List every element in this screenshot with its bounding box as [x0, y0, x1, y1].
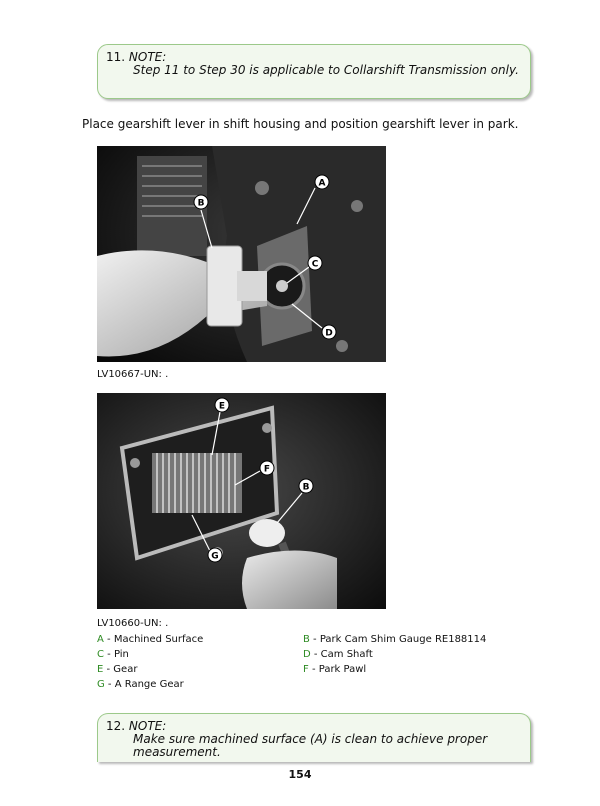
- legend-text: Machined Surface: [113, 634, 204, 645]
- callout-a-1-label: A: [318, 178, 326, 189]
- page-number: 154: [288, 768, 312, 781]
- legend-key: D: [303, 649, 311, 660]
- legend-item: [97, 677, 203, 692]
- legend-text: A Range Gear: [114, 679, 184, 690]
- legend-separator: -: [104, 679, 115, 690]
- legend-item: [303, 662, 486, 677]
- callout-e-2-label: E: [218, 401, 226, 412]
- legend-separator: -: [308, 664, 319, 675]
- note-box-12: [97, 713, 531, 762]
- legend-item: [303, 647, 486, 662]
- note-label: NOTE:: [128, 719, 167, 733]
- callout-b-1-label: B: [197, 198, 205, 209]
- legend-separator: -: [310, 649, 321, 660]
- legend-text: Gear: [113, 664, 138, 675]
- legend-item: [303, 632, 486, 647]
- note-text: Step 11 to Step 30 is applicable to Collarshift Transmission only.: [133, 63, 519, 77]
- callout-g-2-label: G: [211, 551, 219, 562]
- legend-key: B: [303, 634, 310, 645]
- photo2-drawing: [97, 393, 386, 609]
- legend-left-column: [97, 632, 203, 692]
- legend-text: Pin: [113, 649, 129, 660]
- legend-item: [97, 647, 203, 662]
- legend-key: G: [97, 679, 105, 690]
- legend-separator: -: [309, 634, 320, 645]
- photo-gear-housing: [97, 393, 386, 609]
- legend-item: [97, 662, 203, 677]
- figure2-caption: LV10660-UN: .: [97, 618, 169, 629]
- legend-key: A: [97, 634, 104, 645]
- legend-text: Park Cam Shim Gauge RE188114: [319, 634, 487, 645]
- callout-d-1-label: D: [325, 328, 333, 339]
- note-box-11: [97, 44, 531, 99]
- legend-key: F: [303, 664, 309, 675]
- legend-text: Cam Shaft: [320, 649, 373, 660]
- legend-right-column: [303, 632, 486, 677]
- note-text: Make sure machined surface (A) is clean to achieve proper measurement.: [133, 732, 488, 759]
- note-label: NOTE:: [128, 50, 167, 64]
- legend-separator: -: [103, 649, 114, 660]
- instruction-text: Place gearshift lever in shift housing and position gearshift lever in park.: [82, 117, 519, 131]
- legend-key: C: [97, 649, 104, 660]
- legend-separator: -: [103, 664, 114, 675]
- callout-b-2-label: B: [302, 482, 310, 493]
- figure1-caption: LV10667-UN: .: [97, 369, 169, 380]
- photo1-drawing: [97, 146, 386, 362]
- callout-c-1-label: C: [311, 259, 319, 270]
- note-number: 12.: [106, 719, 126, 733]
- callout-f-2-label: F: [263, 464, 271, 475]
- legend-separator: -: [103, 634, 114, 645]
- legend-key: E: [97, 664, 104, 675]
- photo-shift-housing: [97, 146, 386, 362]
- legend-text: Park Pawl: [318, 664, 367, 675]
- legend-item: [97, 632, 203, 647]
- note-number: 11.: [106, 50, 126, 64]
